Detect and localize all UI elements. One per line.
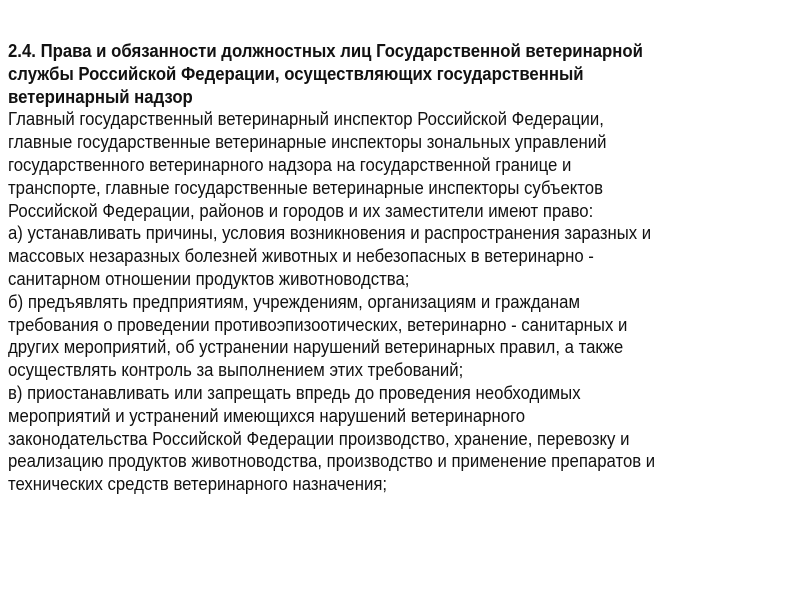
title-line: ветеринарный надзор (8, 86, 193, 107)
body-line: главные государственные ветеринарные инспекторы зональных управлений (8, 132, 607, 153)
item-a-line: массовых незаразных болезней животных и небезопасных в ветеринарно - (8, 246, 594, 267)
item-v-line: технических средств ветеринарного назначения; (8, 474, 388, 495)
item-a-line: а) устанавливать причины, условия возникновения и распространения заразных и (8, 223, 652, 244)
title-line: 2.4. Права и обязанности должностных лиц Государственной ветеринарной (8, 41, 643, 61)
item-b-line: б) предъявлять предприятиям, учреждениям, организациям и гражданам (8, 291, 580, 312)
document-text (8, 40, 655, 496)
body-line: Главный государственный ветеринарный инспектор Российской Федерации, (8, 109, 604, 130)
body-line: транспорте, главные государственные ветеринарные инспекторы субъектов (8, 177, 603, 198)
item-v-line: реализацию продуктов животноводства, производство и применение препаратов и (8, 451, 656, 472)
item-v-line: в) приостанавливать или запрещать впредь до проведения необходимых (8, 382, 581, 403)
item-b-line: требования о проведении противоэпизоотических, ветеринарно - санитарных и (8, 314, 628, 335)
item-v-line: законодательства Российской Федерации производство, хранение, перевозку и (8, 428, 630, 449)
title-line: службы Российской Федерации, осуществляющих государственный (8, 63, 584, 84)
item-b-line: других мероприятий, об устранении нарушений ветеринарных правил, а также (8, 337, 624, 358)
body-line: Российской Федерации, районов и городов и их заместители имеют право: (8, 200, 594, 221)
body-line: государственного ветеринарного надзора на государственной границе и (8, 154, 572, 175)
section-body (8, 108, 655, 496)
item-a-line: санитарном отношении продуктов животноводства; (8, 268, 410, 289)
item-b-line: осуществлять контроль за выполнением этих требований; (8, 360, 464, 381)
item-v-line: мероприятий и устранений имеющихся нарушений ветеринарного (8, 405, 526, 426)
section-title (8, 40, 655, 108)
